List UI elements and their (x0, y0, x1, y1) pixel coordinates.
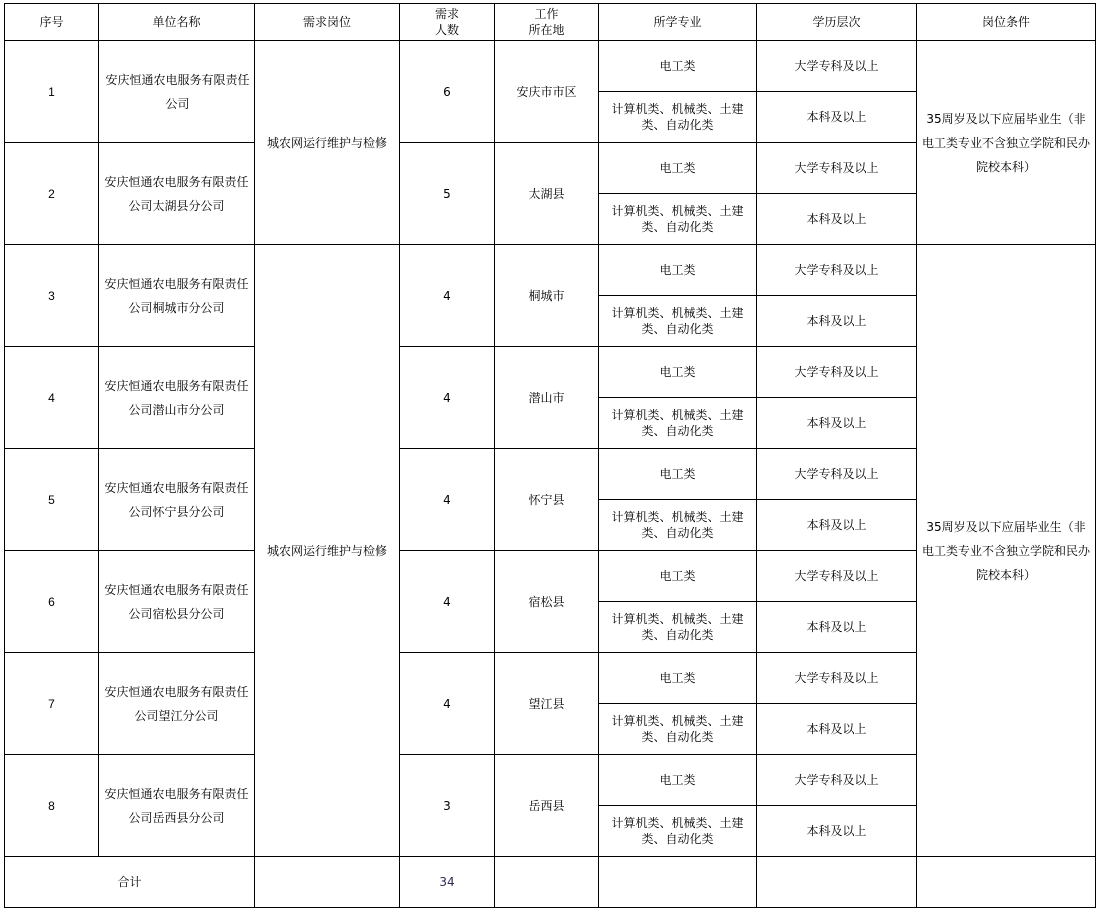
header-seq: 序号 (5, 4, 99, 41)
degree-cell: 大学专科及以上 (757, 41, 917, 92)
count-cell: 4 (400, 653, 495, 755)
degree-cell: 大学专科及以上 (757, 653, 917, 704)
table-row (5, 41, 1096, 92)
unit-cell: 安庆恒通农电服务有限责任公司潜山市分公司 (99, 347, 255, 449)
degree-cell: 大学专科及以上 (757, 551, 917, 602)
degree-cell: 本科及以上 (757, 296, 917, 347)
unit-cell: 安庆恒通农电服务有限责任公司宿松县分公司 (99, 551, 255, 653)
degree-cell: 本科及以上 (757, 194, 917, 245)
count-cell: 6 (400, 41, 495, 143)
post-cell: 城农网运行维护与检修 (255, 41, 400, 245)
header-post: 需求岗位 (255, 4, 400, 41)
count-cell: 4 (400, 347, 495, 449)
total-label: 合计 (5, 857, 255, 908)
location-cell: 宿松县 (495, 551, 599, 653)
total-major-empty (599, 857, 757, 908)
major-cell: 电工类 (599, 143, 757, 194)
location-cell: 潜山市 (495, 347, 599, 449)
location-cell: 怀宁县 (495, 449, 599, 551)
table-row (5, 245, 1096, 296)
seq-cell: 2 (5, 143, 99, 245)
degree-cell: 本科及以上 (757, 704, 917, 755)
total-count: 34 (400, 857, 495, 908)
major-cell: 电工类 (599, 653, 757, 704)
major-cell: 电工类 (599, 755, 757, 806)
count-cell: 4 (400, 449, 495, 551)
seq-cell: 3 (5, 245, 99, 347)
major-cell: 电工类 (599, 347, 757, 398)
unit-cell: 安庆恒通农电服务有限责任公司望江分公司 (99, 653, 255, 755)
major-cell: 计算机类、机械类、土建类、自动化类 (599, 296, 757, 347)
location-cell: 桐城市 (495, 245, 599, 347)
degree-cell: 大学专科及以上 (757, 449, 917, 500)
total-post-empty (255, 857, 400, 908)
location-cell: 太湖县 (495, 143, 599, 245)
seq-cell: 1 (5, 41, 99, 143)
header-degree: 学历层次 (757, 4, 917, 41)
degree-cell: 大学专科及以上 (757, 143, 917, 194)
unit-cell: 安庆恒通农电服务有限责任公司 (99, 41, 255, 143)
total-location-empty (495, 857, 599, 908)
count-cell: 5 (400, 143, 495, 245)
unit-cell: 安庆恒通农电服务有限责任公司太湖县分公司 (99, 143, 255, 245)
degree-cell: 大学专科及以上 (757, 755, 917, 806)
seq-cell: 4 (5, 347, 99, 449)
major-cell: 计算机类、机械类、土建类、自动化类 (599, 704, 757, 755)
header-row (5, 4, 1096, 41)
unit-cell: 安庆恒通农电服务有限责任公司怀宁县分公司 (99, 449, 255, 551)
header-count: 需求 人数 (400, 4, 495, 41)
count-cell: 4 (400, 551, 495, 653)
count-cell: 4 (400, 245, 495, 347)
major-cell: 电工类 (599, 551, 757, 602)
major-cell: 计算机类、机械类、土建类、自动化类 (599, 194, 757, 245)
degree-cell: 大学专科及以上 (757, 245, 917, 296)
location-cell: 望江县 (495, 653, 599, 755)
condition-cell: 35周岁及以下应届毕业生（非电工类专业不含独立学院和民办院校本科） (917, 41, 1096, 245)
condition-cell: 35周岁及以下应届毕业生（非电工类专业不含独立学院和民办院校本科） (917, 245, 1096, 857)
major-cell: 计算机类、机械类、土建类、自动化类 (599, 500, 757, 551)
total-degree-empty (757, 857, 917, 908)
major-cell: 计算机类、机械类、土建类、自动化类 (599, 92, 757, 143)
seq-cell: 7 (5, 653, 99, 755)
seq-cell: 5 (5, 449, 99, 551)
degree-cell: 本科及以上 (757, 806, 917, 857)
major-cell: 计算机类、机械类、土建类、自动化类 (599, 806, 757, 857)
degree-cell: 本科及以上 (757, 92, 917, 143)
degree-cell: 本科及以上 (757, 602, 917, 653)
major-cell: 电工类 (599, 449, 757, 500)
major-cell: 电工类 (599, 41, 757, 92)
header-unit: 单位名称 (99, 4, 255, 41)
header-condition: 岗位条件 (917, 4, 1096, 41)
degree-cell: 本科及以上 (757, 500, 917, 551)
unit-cell: 安庆恒通农电服务有限责任公司岳西县分公司 (99, 755, 255, 857)
seq-cell: 6 (5, 551, 99, 653)
major-cell: 电工类 (599, 245, 757, 296)
header-major: 所学专业 (599, 4, 757, 41)
major-cell: 计算机类、机械类、土建类、自动化类 (599, 398, 757, 449)
count-cell: 3 (400, 755, 495, 857)
location-cell: 岳西县 (495, 755, 599, 857)
header-location: 工作 所在地 (495, 4, 599, 41)
post-cell: 城农网运行维护与检修 (255, 245, 400, 857)
total-condition-empty (917, 857, 1096, 908)
seq-cell: 8 (5, 755, 99, 857)
major-cell: 计算机类、机械类、土建类、自动化类 (599, 602, 757, 653)
degree-cell: 本科及以上 (757, 398, 917, 449)
location-cell: 安庆市市区 (495, 41, 599, 143)
degree-cell: 大学专科及以上 (757, 347, 917, 398)
unit-cell: 安庆恒通农电服务有限责任公司桐城市分公司 (99, 245, 255, 347)
recruitment-table (4, 3, 1096, 908)
total-row (5, 857, 1096, 908)
